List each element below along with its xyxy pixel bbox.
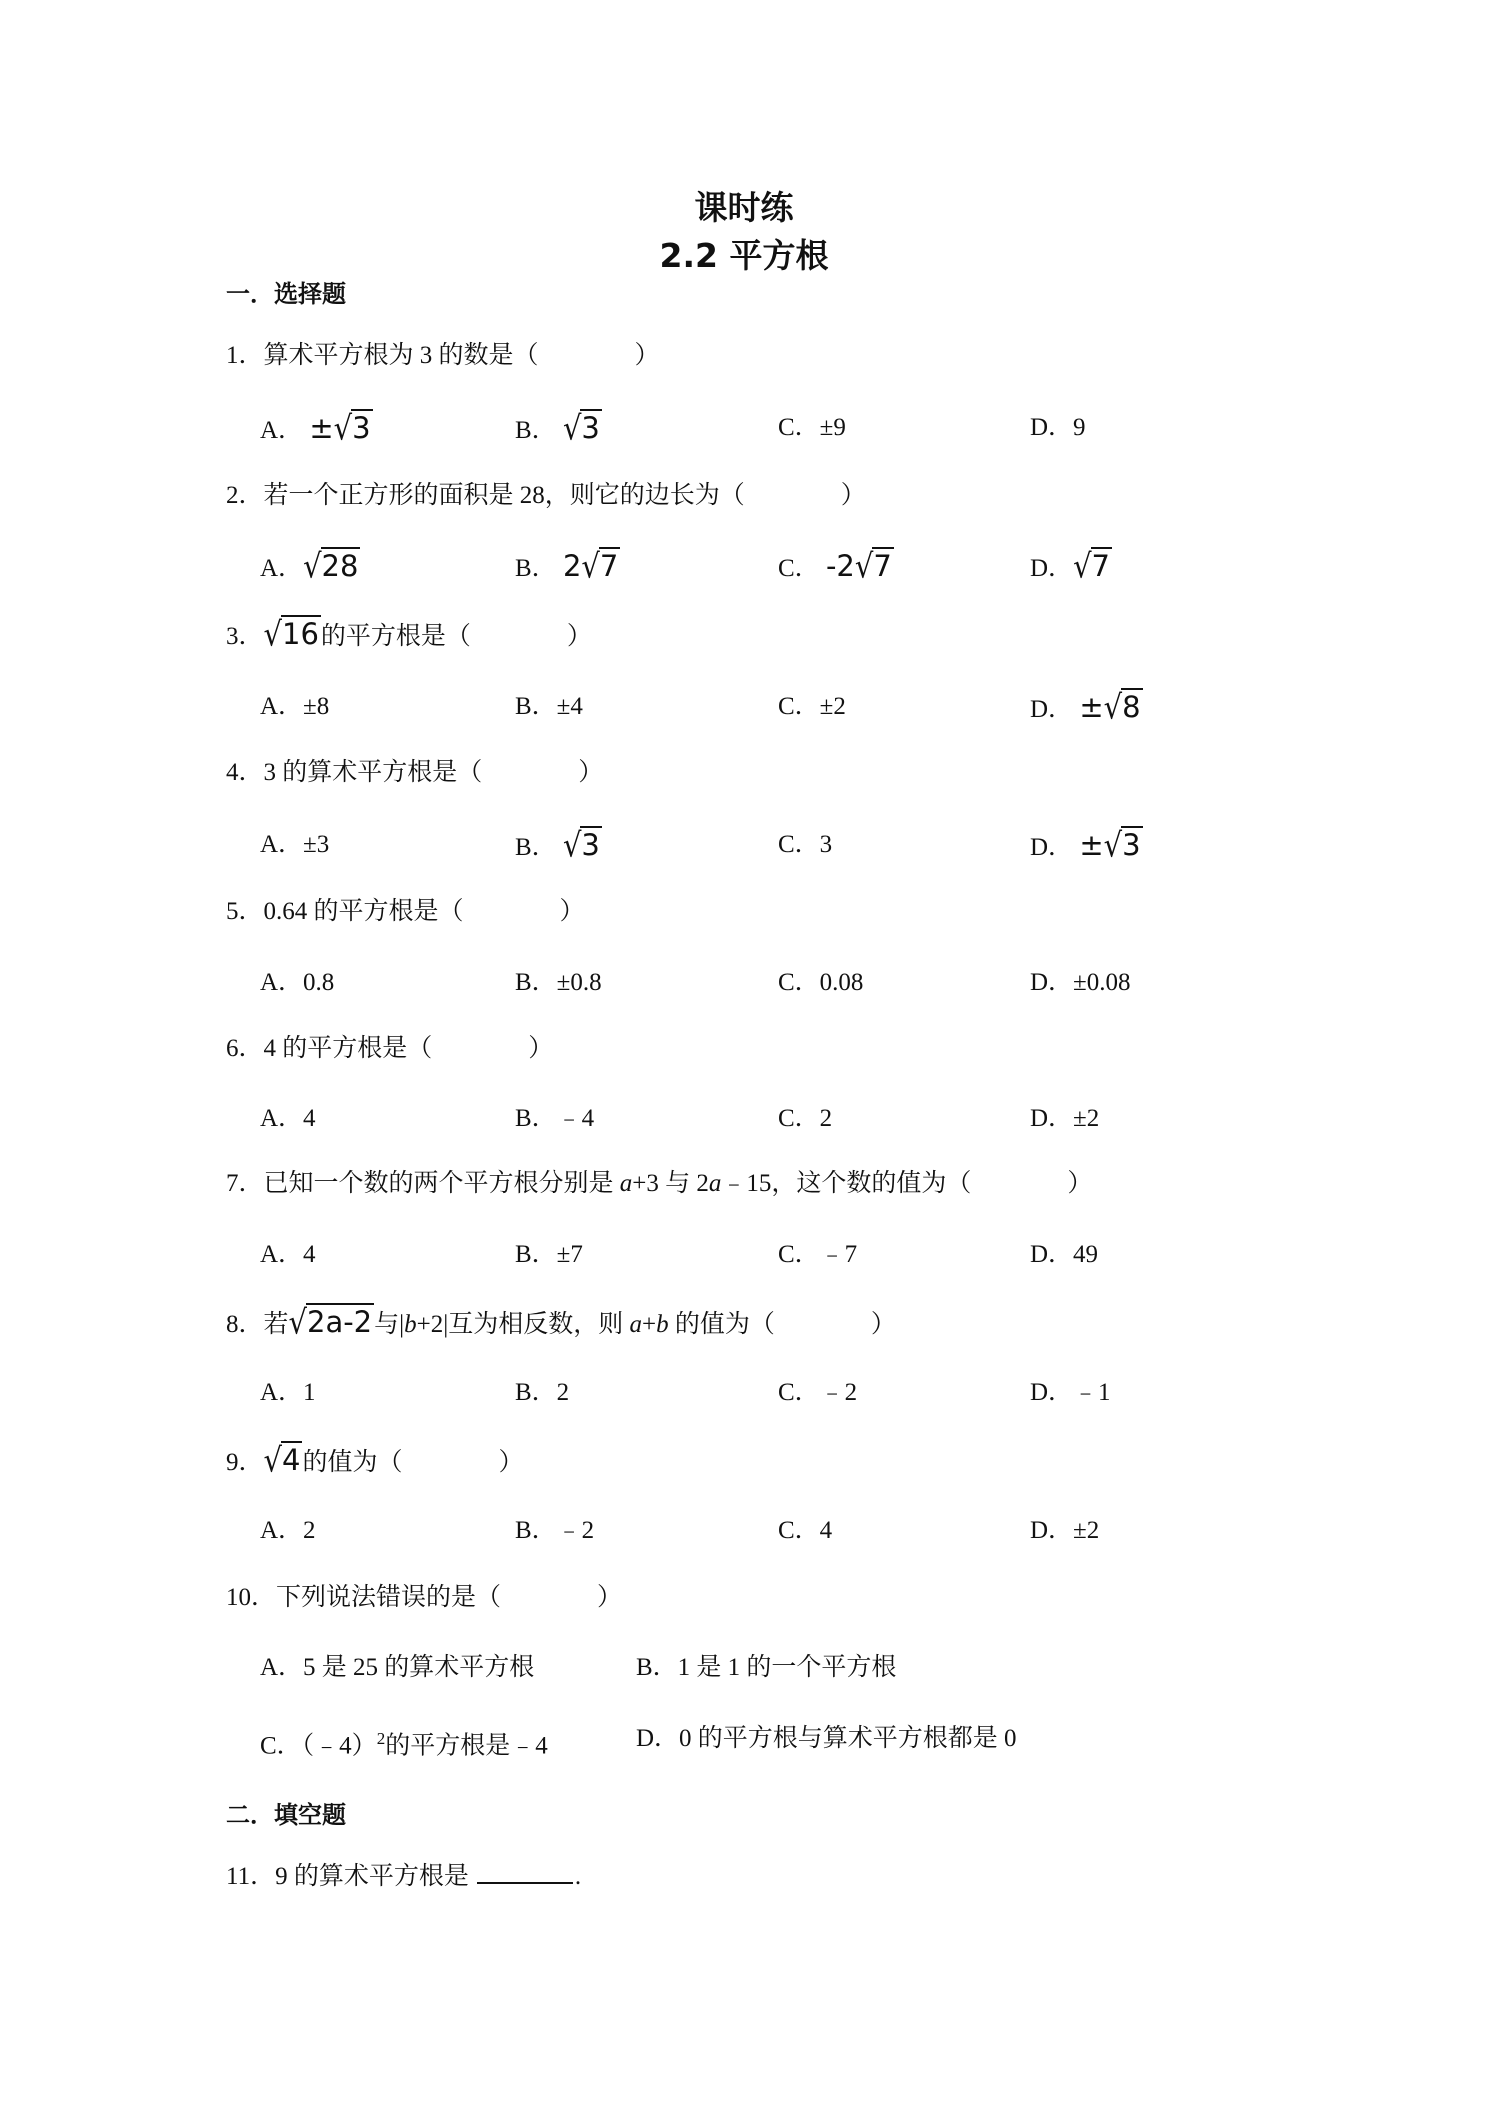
option-d[interactable]: D．±2 — [1030, 1105, 1100, 1132]
option-c[interactable]: C．4 — [778, 1517, 833, 1544]
option-b[interactable]: B．±7 — [515, 1241, 583, 1268]
question-2-options — [260, 545, 1260, 587]
option-c[interactable]: C．（﹣4）$^2$的平方根是﹣4 — [260, 1729, 548, 1760]
option-d[interactable]: D．√7 — [1030, 546, 1110, 586]
option-c[interactable]: C．﹣7 — [778, 1241, 858, 1268]
question-7: 7．已知一个数的两个平方根分别是 a+3 与 2a﹣15，这个数的值为（ ） — [226, 1170, 1093, 1197]
question-9: 9．√4的值为（ ） — [226, 1440, 524, 1480]
option-d[interactable]: D．49 — [1030, 1241, 1099, 1268]
option-a[interactable]: A．0.8 — [260, 969, 335, 996]
question-text: 1．算术平方根为 3 的数是（ — [226, 342, 539, 369]
option-b[interactable]: B．2 — [515, 1379, 570, 1406]
question-8-options — [260, 1372, 1260, 1414]
question-6-options — [260, 1098, 1260, 1140]
section-heading-multiple-choice: 一．选择题 — [226, 280, 346, 308]
option-c[interactable]: C．2 — [778, 1105, 833, 1132]
question-7-options — [260, 1234, 1260, 1276]
question-2: 2．若一个正方形的面积是 28，则它的边长为（ ） — [226, 482, 866, 509]
option-d[interactable]: D．±2 — [1030, 1517, 1100, 1544]
option-d[interactable]: D． ±√8 — [1030, 687, 1141, 727]
option-d[interactable]: D．±0.08 — [1030, 969, 1131, 996]
option-a[interactable]: A． ±√3 — [260, 408, 371, 448]
question-10-options-row1 — [260, 1647, 1260, 1689]
option-a[interactable]: A．2 — [260, 1517, 316, 1544]
option-b[interactable]: B．1 是 1 的一个平方根 — [636, 1654, 897, 1681]
option-a[interactable]: A．√28 — [260, 546, 359, 586]
option-a[interactable]: A．1 — [260, 1379, 316, 1406]
question-5-options — [260, 962, 1260, 1004]
question-6: 6．4 的平方根是（ ） — [226, 1035, 554, 1062]
question-11: 11．9 的算术平方根是 . — [226, 1856, 581, 1896]
option-a[interactable]: A．4 — [260, 1105, 316, 1132]
question-1: 1．算术平方根为 3 的数是（ ） — [226, 342, 660, 369]
question-5: 5．0.64 的平方根是（ ） — [226, 898, 585, 925]
option-b[interactable]: B．±4 — [515, 693, 583, 720]
lesson-title: 2.2 平方根 — [659, 236, 829, 275]
option-d[interactable]: D．9 — [1030, 414, 1086, 441]
question-1-options — [260, 407, 1260, 449]
option-d[interactable]: D．0 的平方根与算术平方根都是 0 — [636, 1725, 1017, 1752]
question-10-options-row2 — [260, 1718, 1260, 1760]
question-9-options — [260, 1510, 1260, 1552]
option-c[interactable]: C．﹣2 — [778, 1379, 858, 1406]
question-4: 4．3 的算术平方根是（ ） — [226, 759, 604, 786]
option-b[interactable]: B． √3 — [515, 825, 600, 865]
option-a[interactable]: A．±8 — [260, 693, 330, 720]
option-d[interactable]: D． ±√3 — [1030, 825, 1141, 865]
answer-blank[interactable] — [477, 1856, 573, 1884]
question-8: 8．若√2a-2与|b+2|互为相反数，则 a+b 的值为（ ） — [226, 1302, 896, 1342]
section-heading-fill-in-blank: 二．填空题 — [226, 1801, 346, 1829]
option-c[interactable]: C．3 — [778, 831, 833, 858]
option-c[interactable]: C．0.08 — [778, 969, 864, 996]
option-a[interactable]: A．±3 — [260, 831, 330, 858]
option-d[interactable]: D．﹣1 — [1030, 1379, 1111, 1406]
option-b[interactable]: B．﹣2 — [515, 1517, 595, 1544]
option-b[interactable]: B． 2√7 — [515, 546, 619, 586]
question-3-options — [260, 686, 1260, 728]
option-a[interactable]: A．5 是 25 的算术平方根 — [260, 1654, 535, 1681]
option-b[interactable]: B． √3 — [515, 408, 600, 448]
question-10: 10．下列说法错误的是（ ） — [226, 1584, 623, 1611]
question-3: 3．√16的平方根是（ ） — [226, 614, 592, 654]
option-c[interactable]: C．±9 — [778, 414, 846, 441]
option-b[interactable]: B．±0.8 — [515, 969, 602, 996]
option-c[interactable]: C． -2√7 — [778, 546, 892, 586]
worksheet-title: 课时练 — [694, 188, 794, 227]
option-b[interactable]: B．﹣4 — [515, 1105, 595, 1132]
question-4-options — [260, 824, 1260, 866]
option-c[interactable]: C．±2 — [778, 693, 846, 720]
option-a[interactable]: A．4 — [260, 1241, 316, 1268]
